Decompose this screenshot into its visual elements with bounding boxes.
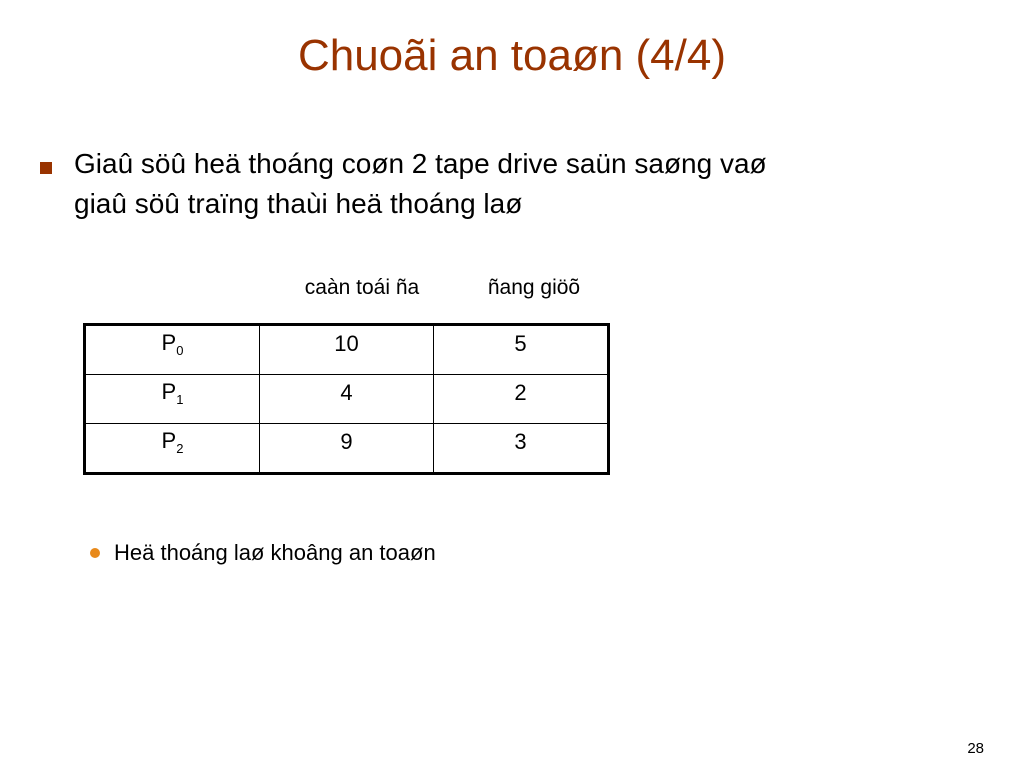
sub-bullet-text: Heä thoáng laø khoâng an toaøn [114,540,436,565]
process-cell: $P_2$ [85,424,260,474]
slide-title: Chuoãi an toaøn (4/4) [297,31,727,80]
process-cell: $P_0$ [85,325,260,375]
main-bullet-line-2: giaû söû traïng thaùi heä thoáng laø [74,188,523,219]
sub-bullet [90,538,436,568]
column-header-max-need: caàn toái ña [304,276,420,299]
main-bullet-text [74,144,767,224]
holding-cell: 5 [434,325,609,375]
page-number: 28 [967,740,984,757]
table-row [85,325,609,375]
square-bullet-icon [40,162,52,174]
max-need-cell: 9 [260,424,434,474]
holding-cell: 3 [434,424,609,474]
process-table [83,323,610,475]
table-row [85,375,609,424]
table-row [85,424,609,474]
main-bullet-line-1: Giaû söû heä thoáng coøn 2 tape drive saün saøng vaø [74,148,767,179]
max-need-cell: 10 [260,325,434,375]
holding-cell: 2 [434,375,609,424]
column-header-holding: ñang giöõ [487,276,581,299]
dot-bullet-icon [90,548,100,558]
main-bullet [40,144,940,224]
table-column-headers [0,276,1024,306]
max-need-cell: 4 [260,375,434,424]
process-cell: $P_1$ [85,375,260,424]
